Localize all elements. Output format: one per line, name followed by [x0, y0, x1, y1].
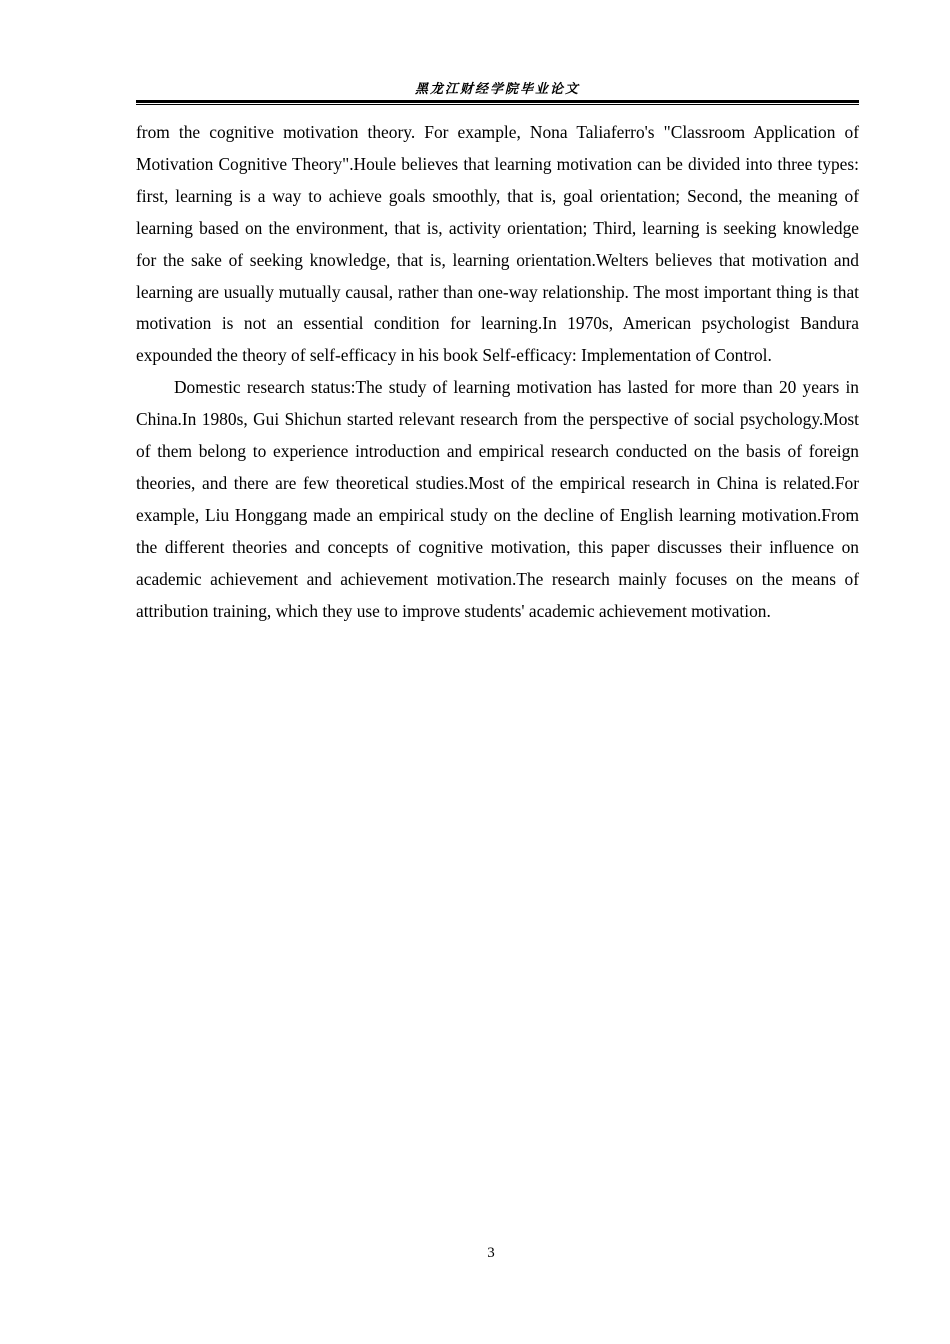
body-paragraph-domestic-research: Domestic research status:The study of learning motivation has lasted for more than 20 years in China.In 1980s, Gui Shichun started relevant research from the perspective of social psychology.Most of them belong to experience introduction and empirical research conducted on the basis of foreign theories, and there are few theoretical studies.Most of the empirical research in China is related.For example, Liu Honggang made an empirical study on the decline of English learning motivation.From the different theories and concepts of cognitive motivation, this paper discusses their influence on academic achievement and achievement motivation.The research mainly focuses on the means of attribution training, which they use to improve students' academic achievement motivation. [136, 377, 859, 621]
page-number: 3 [487, 1245, 495, 1261]
document-body [136, 117, 859, 628]
header-rule-thin [136, 104, 859, 105]
page-header-title: 黑龙江财经学院毕业论文 [414, 82, 580, 97]
header-rule-thick [136, 100, 859, 103]
body-paragraph-continuation: from the cognitive motivation theory. For example, Nona Taliaferro's "Classroom Application of Motivation Cognitive Theory".Houle believes that learning motivation can be divided into three types: first, learning is a way to achieve goals smoothly, that is, goal orientation; Second, the meaning of learning based on the environment, that is, activity orientation; Third, learning is seeking knowledge for the sake of seeking knowledge, that is, learning orientation.Welters believes that motivation and learning are usually mutually causal, rather than one-way relationship. The most important thing is that motivation is not an essential condition for learning.In 1970s, American psychologist Bandura expounded the theory of self-efficacy in his book Self-efficacy: Implementation of Control. [136, 122, 859, 366]
